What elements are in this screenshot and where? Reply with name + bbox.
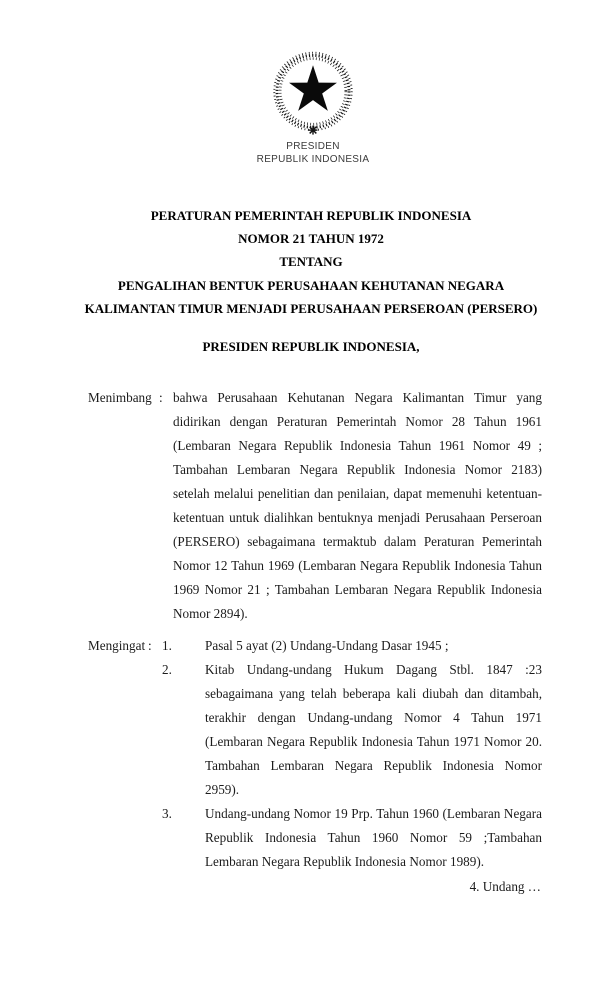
page-catchword: 4. Undang … — [469, 879, 541, 894]
letterhead — [233, 140, 393, 166]
title-line-regulation: PERATURAN PEMERINTAH REPUBLIK INDONESIA — [150, 208, 472, 223]
item-number: 2. — [162, 662, 172, 677]
letterhead-republik-indonesia-text: REPUBLIK INDONESIA — [256, 154, 370, 165]
title-line-subject-1: PENGALIHAN BENTUK PERUSAHAAN KEHUTANAN NEGARA — [117, 277, 505, 293]
mengingat-item — [162, 802, 542, 874]
document-title-block — [30, 204, 592, 320]
item-number: 1. — [162, 638, 172, 653]
mengingat-item — [162, 634, 542, 658]
menimbang-label: Menimbang — [88, 390, 152, 405]
item-number: 3. — [162, 806, 172, 821]
item-text: Undang-undang Nomor 19 Prp. Tahun 1960 (Lembaran Negara Republik Indonesia Tahun 1960 Nomor 59 ;Tambahan Lembaran Negara Republik Indonesia Nomor 1989). — [205, 806, 542, 869]
mengingat-label: Mengingat — [88, 638, 146, 653]
item-text: Kitab Undang-undang Hukum Dagang Stbl. 1847 :23 sebagaimana yang telah beberapa kali diubah dan ditambah, terakhir dengan Undang-undang Nomor 4 Tahun 1971 (Lembaran Negara Republik Indonesia Tahun 1971 Nomor 20. Tambahan Lembaran Negara Republik Indonesia Nomor 2959). — [205, 662, 542, 797]
mengingat-colon: : — [148, 638, 152, 653]
title-line-number-year: NOMOR 21 TAHUN 1972 — [238, 231, 384, 247]
letterhead-presiden-text: PRESIDEN — [286, 141, 340, 152]
salutation: PRESIDEN REPUBLIK INDONESIA, — [202, 339, 420, 354]
item-text: Pasal 5 ayat (2) Undang-Undang Dasar 1945 ; — [205, 638, 449, 653]
title-line-subject-2: KALIMANTAN TIMUR MENJADI PERUSAHAAN PERSEROAN (PERSERO) — [84, 300, 538, 316]
mengingat-item — [162, 658, 542, 802]
menimbang-colon: : — [159, 390, 163, 405]
mengingat-list — [162, 634, 542, 874]
menimbang-body: bahwa Perusahaan Kehutanan Negara Kalimantan Timur yang didirikan dengan Peraturan Pemerintah Nomor 28 Tahun 1961 (Lembaran Negara Republik Indonesia Tahun 1961 Nomor 49 ; Tambahan Lembaran Negara Republik Indonesia Nomor 2183) setelah melalui penelitian dan penilaian, dapat memenuhi ketentuan-ketentuan untuk dialihkan bentuknya menjadi Perusahaan Perseroan (PERSERO) sebagaimana termaktub dalam Peraturan Pemerintah Nomor 12 Tahun 1969 (Lembaran Negara Republik Indonesia Tahun 1969 Nomor 21 ; Tambahan Lembaran Negara Republik Indonesia Nomor 2894). — [173, 390, 542, 621]
title-line-tentang: TENTANG — [279, 254, 343, 270]
presidential-star-wreath-emblem-icon — [265, 50, 361, 140]
